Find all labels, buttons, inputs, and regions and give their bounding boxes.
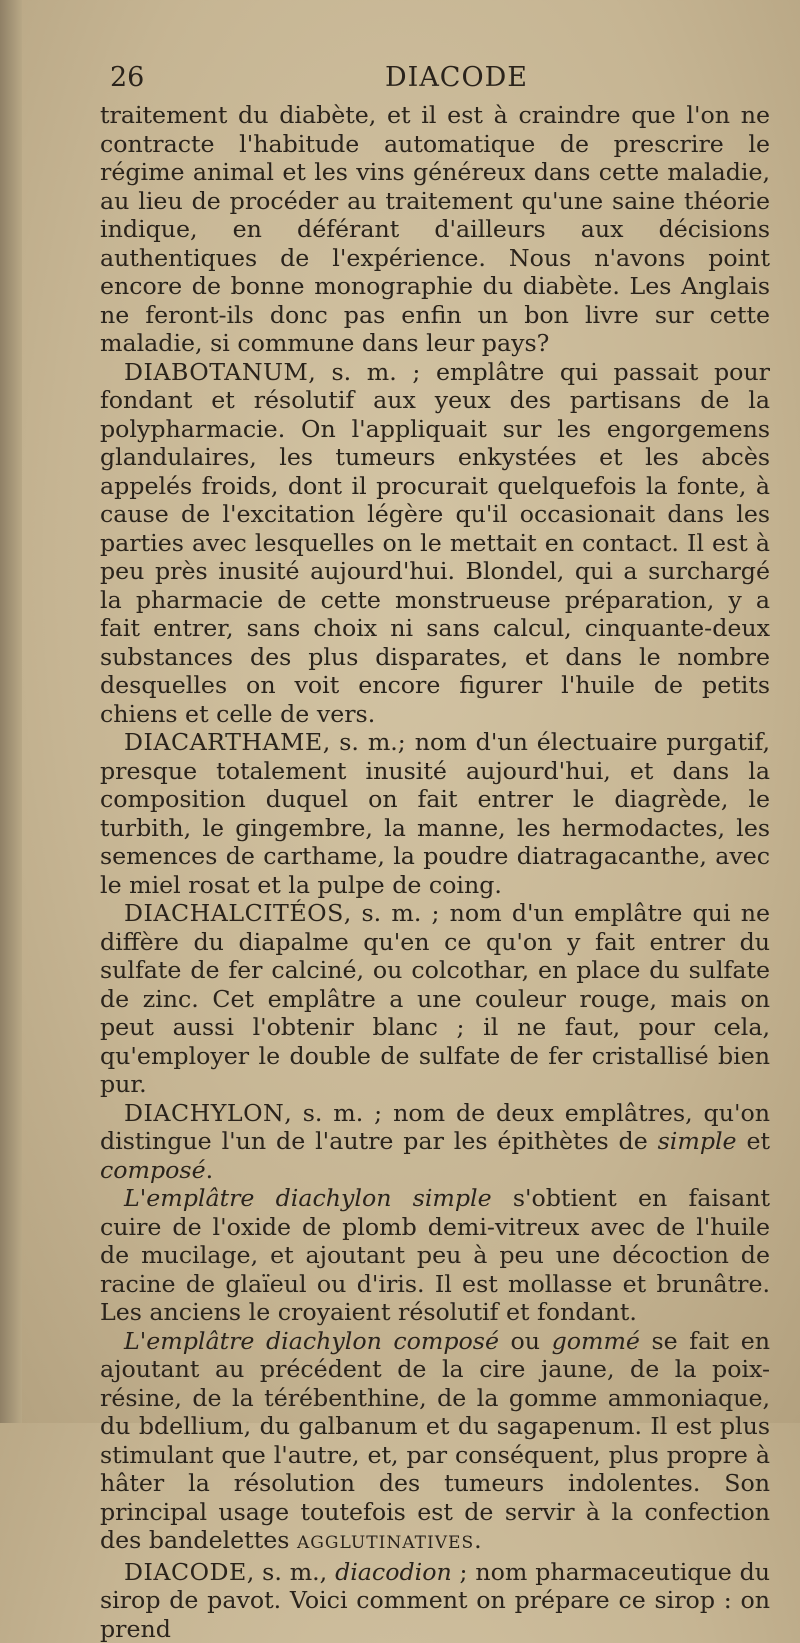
entry-text: et — [737, 1127, 770, 1155]
entry-text: . — [474, 1526, 482, 1554]
body-text — [100, 101, 770, 1643]
entry-italic-term: simple — [658, 1127, 737, 1155]
entry-text: se fait en ajoutant au précédent de la cire jaune, de la poix-résine, de la térébenthine, de la gomme ammoniaque, du bdellium, du galbanum et du sagapenum. Il est plus stimulant que l'autre, et, par conséquent, plus propre à hâter la résolution des tumeurs indolentes. Son principal usage toutefois est de servir à la confection des bandelettes — [100, 1327, 770, 1555]
entry-italic-term: diacodion — [335, 1558, 452, 1586]
paragraph-diabete-continued — [100, 101, 770, 358]
entry-text: , s. m.; nom d'un électuaire purgatif, presque totalement inusité aujourd'hui, et dans la composition duquel on fait entrer le diagrède, le turbith, le gingembre, la manne, les hermodactes, les semences de carthame, la poudre diatragacanthe, avec le miel rosat et la pulpe de coing. — [100, 728, 770, 899]
entry-italic-term: composé — [100, 1156, 206, 1184]
running-head: DIACODE — [385, 62, 528, 93]
entry-text: s'obtient en faisant cuire de l'oxide de plomb demi-vitreux avec de l'huile de mucilage, et ajoutant peu à peu une décoction de racine de glaïeul ou d'iris. Il est mollasse et brunâtre. Les anciens le croyaient résolutif et fondant. — [100, 1184, 770, 1326]
page-edge-shadow — [0, 0, 22, 1423]
entry-italic-term: gommé — [552, 1327, 640, 1355]
entry-text: , s. m. ; emplâtre qui passait pour fondant et résolutif aux yeux des partisans de la polypharmacie. On l'appliquait sur les engorgemens glandulaires, les tumeurs enkystées et les abcès appelés froids, dont il procurait quelquefois la fonte, à cause de l'excitation légère qu'il occasionait dans les parties avec lesquelles on le mettait en contact. Il est à peu près inusité aujourd'hui. Blondel, qui a surchargé la pharmacie de cette monstrueuse préparation, y a fait entrer, sans choix ni sans calcul, cinquante-deux substances des plus disparates, et dans le nombre desquelles on voit encore figurer l'huile de petits chiens et celle de vers. — [100, 358, 770, 728]
page-header — [110, 62, 750, 102]
entry-diacarthame — [100, 728, 770, 899]
paragraph-text: traitement du diabète, et il est à craindre que l'on ne contracte l'habitude automatique de prescrire le régime animal et les vins généreux dans cette maladie, au lieu de procéder au traitement qu'une saine théorie indique, en déférant d'ailleurs aux décisions authentiques de l'expérience. Nous n'avons point encore de bonne monographie du diabète. Les Anglais ne feront-ils donc pas enfin un bon livre sur cette maladie, si commune dans leur pays? — [100, 101, 770, 357]
subentry-lead: L'emplâtre diachylon simple — [124, 1184, 492, 1212]
entry-diachalciteos — [100, 899, 770, 1099]
entry-headword: DIABOTANUM — [124, 358, 308, 386]
page-number: 26 — [110, 62, 144, 93]
subentry-diachylon-simple — [100, 1184, 770, 1327]
entry-diachylon — [100, 1099, 770, 1185]
entry-headword: DIACHYLON — [124, 1099, 284, 1127]
entry-diabotanum — [100, 358, 770, 729]
entry-text: ou — [499, 1327, 552, 1355]
entry-text: , s. m. ; nom d'un emplâtre qui ne diffère du diapalme qu'en ce qu'on y fait entrer du sulfate de fer calciné, ou colcothar, en place du sulfate de zinc. Cet emplâtre a une couleur rouge, mais on peut aussi l'obtenir blanc ; il ne faut, pour cela, qu'employer le double de sulfate de fer cristallisé bien pur. — [100, 899, 770, 1098]
entry-text: , s. m., — [247, 1558, 335, 1586]
entry-text: . — [206, 1156, 214, 1184]
cross-reference: AGGLUTINATIVES — [297, 1533, 474, 1553]
entry-headword: DIACARTHAME — [124, 728, 323, 756]
subentry-diachylon-compose — [100, 1327, 770, 1558]
entry-diacode — [100, 1558, 770, 1643]
entry-text: , s. m. ; nom de deux emplâtres, qu'on distingue l'un de l'autre par les épithètes de — [100, 1099, 770, 1156]
entry-headword: DIACODE — [124, 1558, 247, 1586]
subentry-lead: L'emplâtre diachylon composé — [124, 1327, 499, 1355]
entry-text: ; nom pharmaceutique du sirop de pavot. Voici comment on prépare ce sirop : on prend — [100, 1558, 770, 1643]
entry-headword: DIACHALCITÉOS — [124, 899, 344, 927]
